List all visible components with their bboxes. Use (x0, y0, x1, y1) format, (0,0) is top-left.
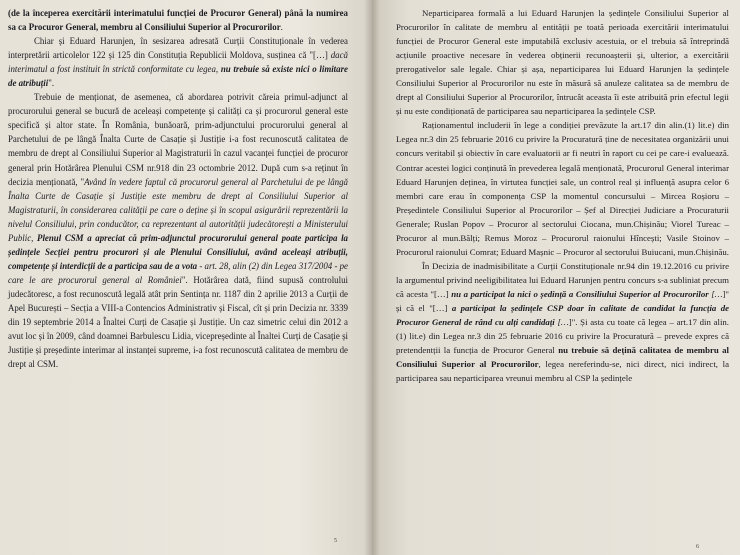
right-paragraph-3 (396, 259, 729, 385)
text-run: ]". Și asta cu toate că legea – art.17 din alin.(1) lit.e) din Legea nr.3 din 25 februarie 2016 cu privire la Procuratură – prevede expres că pretendentții la funcția de Procuror General (396, 317, 729, 356)
text-run: Neparticiparea formală a lui Eduard Harunjen la ședințele Consiliului Superior al Procurorilor în calitate de membru al entității pe toată perioada exercitării interimatului funcției de Procuror General este imputabilă exclusiv acestuia, or el trebuia să întreprindă acțiunile proactive necesare în vederea obținerii recunoașterii și, ulterior, a exercitării prerogativelor sale legale. Chiar și așa, neparticiparea lui Eduard Harunjen la ședințele Consiliului Superior al Procurorilor nu este în măsură să anuleze calitatea sa de membru de drept al Consiliului Superior al Procurorilor, întrucât aceasta îi este atribuită prin efectul legii și nu este condiționată de participarea sau neparticiparea la ședințele CSP. (396, 8, 729, 117)
text-run: Chiar și Eduard Harunjen, în sesizarea adresată Curții Constituționale în vederea interpretării articolelor 122 și 125 din Constituția Republicii Moldova, susținea că "[…] (8, 36, 348, 61)
text-run: (de la începerea exercitării interimatului funcției de Procuror General) până la numirea sa ca Procuror General, membru al Consiliului Superior al Procurorilor (8, 8, 348, 33)
text-run: Raționamentul includerii în lege a condiției prevăzute la art.17 din alin.(1) lit.e) din Legea nr.3 din 25 februarie 2016 cu privire la Procuratură ține de necesitatea organizării unui concurs veritabil și obiectiv în care evaluatorii ar fi neutri în raport cu cei pe care-i evaluează. Contrar acestei logici conținută în prevederea legală menționată, Procurorul General interimar Eduard Harunjen deținea, în virtutea funcției sale, un control real și influență asupra celor 6 membri care erau în componența CSP la momentul concursului – Mircea Roșioru – Președintele Consiliului Superior al Procurorilor – Șef al Direcției Judiciare a Procuraturii Generale; Ruslan Popov – Procuror al sectorului Ciocana, mun.Chișinău; Viorel Tureac – Procuror al mun.Bălți; Remus Moroz – Procurorul raionului Hîncești; Vasile Stoinov – Procurorul raionului Comrat; Eduard Mașnic – Procuror al sectorului Buiucani, mun.Chișinău. (396, 120, 729, 257)
text-run: Trebuie de menționat, de asemenea, că abordarea potrivit căreia primul-adjunct al procurorului general se bucură de aceleași competențe și calități ca și procurorul general este specifică și altor state. În România, bunăoară, prim-adjunctului procurorului general al Parchetului de pe lângă Înalta Curte de Casație și Justiție i-a fost recunoscută calitatea de membru de drept al Consiliului Superior al Magistraturii în cazul vacanței funcției de procuror general prin Hotărârea Plenului CSM nr.918 din 23 octombrie 2012. După cum s-a reținut în decizia menționată, " (8, 92, 348, 187)
text-run: ". Hotărârea dată, fiind supusă controlului judecătoresc, a fost recunoscută legală atât prin Sentința nr. 1187 din 2 aprilie 2013 a Curții de Apel București – Secția a VIII-a Contencios Administrativ și Fiscal, cît și prin Decizia nr. 3339 din 19 septembrie 2014 a Înaltei Curți de Casație și Justiție. Un caz simetric celui din 2012 a avut loc și în 2009, când doamnei Barbulescu Lidia, vicepreședinte al Înaltei Curți de Casație și Justiție și președinte interimar al instanței supreme, i-a fost recunoscută calitatea de membru de drept al CSM. (8, 274, 348, 370)
text-run: nu trebuie să existe nici o limitare de atribuții (8, 64, 348, 89)
text-run: ". (48, 78, 55, 89)
text-run: [ (708, 288, 715, 299)
right-paragraph-2 (396, 118, 729, 258)
left-paragraph-3 (8, 90, 348, 371)
text-run: Având în vedere faptul că procurorul general al Parchetului de pe lângă Înalta Curte de Casație și Justiție este membru de drept al Consiliului Superior al Magistraturii, în considerarea calității pe care o deține și în scopul asigurării reprezentării la nivelul Consiliului, prin conducător, ca reprezentant al autorității judecătorești a Ministerului Public, (8, 176, 348, 243)
text-run: - art. 28, alin (2) din Legea 317/2004 - pe care le are procurorul general al României (8, 260, 349, 285)
page-number-right: 6 (696, 544, 699, 550)
left-paragraph-1 (8, 6, 348, 34)
text-run: a participat la ședințele CSP doar în calitate de candidat la funcția de Procuror General de rând cu alți candidați (396, 302, 729, 328)
right-page-text (396, 6, 729, 385)
text-run: , legea nereferindu-se, nici direct, nici indirect, la participarea sau neparticiparea vreunui membru al CSP la ședințele (396, 359, 729, 384)
left-paragraph-2 (8, 34, 348, 90)
text-run: dacă interimatul a fost instituit în strictă conformitate cu legea, (8, 50, 348, 75)
left-page-text (8, 6, 348, 371)
right-paragraph-1 (396, 6, 729, 118)
text-run: În Decizia de inadmisibilitate a Curții Constituționale nr.94 din 19.12.2016 cu privire la argumentul privind neeligibilitatea lui Eduard Harunjen pentru concurs s-a subliniat precum că acesta "[…] (396, 260, 729, 299)
text-run: [ (554, 317, 561, 328)
text-run: … (714, 288, 723, 299)
right-page (372, 0, 740, 555)
text-run: Plenul CSM a apreciat că prim-adjunctul procurorului general poate participa la ședințele Secției pentru procurori și ale Plenului Consiliului, având aceleași atribuții, competențe și interdicții de a participa sau de a vota (8, 232, 348, 271)
text-run: nu a participat la nici o ședință a Consiliului Superior al Procurorilor (451, 288, 709, 299)
text-run: nu trebuie să dețină calitatea de membru al Consiliului Superior al Procurorilor (396, 345, 729, 370)
text-run: ]" și că el "[…] (396, 288, 729, 313)
text-run: … (560, 317, 569, 328)
book-gutter-shadow (364, 0, 380, 555)
page-number-left: 5 (334, 538, 337, 544)
text-run: . (280, 22, 283, 33)
